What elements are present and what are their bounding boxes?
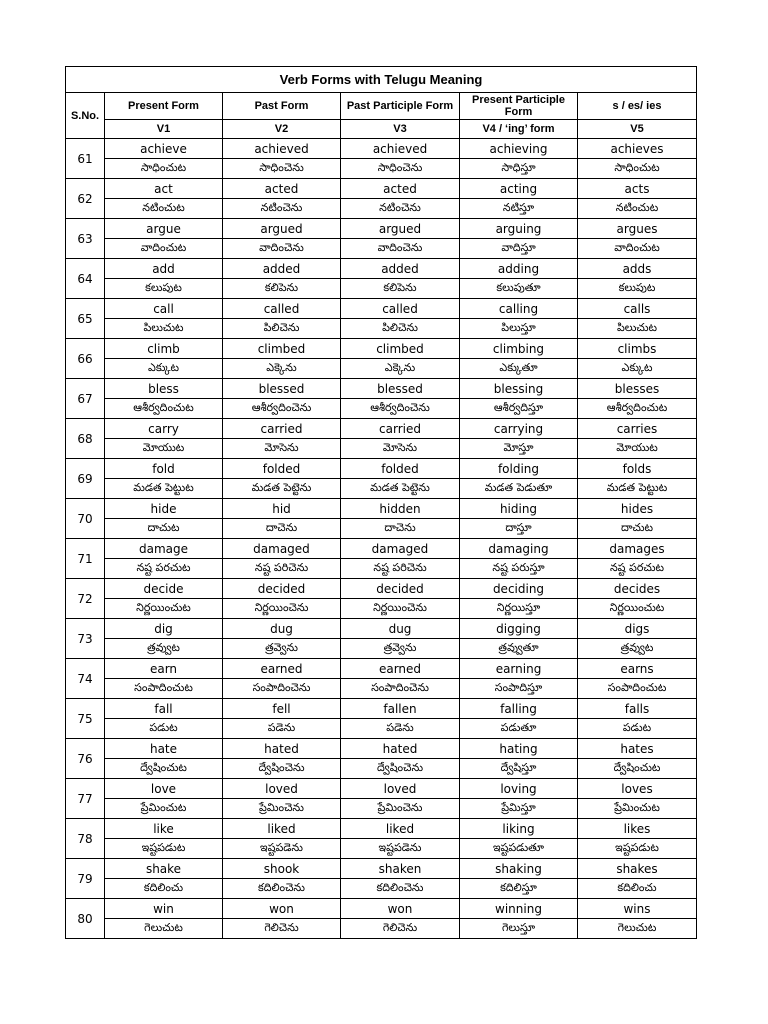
english-verb-cell-v5: hides — [578, 499, 697, 519]
table-row-english — [66, 459, 697, 479]
table-row-english — [66, 419, 697, 439]
telugu-meaning-cell-v2: నిర్ణయించెను — [223, 599, 341, 619]
serial-number-cell: 73 — [66, 619, 105, 659]
telugu-meaning-cell-v3: ఆశీర్వదించెను — [341, 399, 460, 419]
serial-number-cell: 76 — [66, 739, 105, 779]
serial-number-cell: 63 — [66, 219, 105, 259]
english-verb-cell-v3: hidden — [341, 499, 460, 519]
telugu-meaning-cell-v1: ద్వేషించుట — [105, 759, 223, 779]
telugu-meaning-cell-v4: ప్రేమిస్తూ — [460, 799, 578, 819]
english-verb-cell-v5: falls — [578, 699, 697, 719]
english-verb-cell-v2: argued — [223, 219, 341, 239]
telugu-meaning-cell-v3: త్రవ్వెను — [341, 639, 460, 659]
english-verb-cell-v3: loved — [341, 779, 460, 799]
english-verb-cell-v2: shook — [223, 859, 341, 879]
english-verb-cell-v5: adds — [578, 259, 697, 279]
table-title: Verb Forms with Telugu Meaning — [66, 67, 697, 93]
table-row-english — [66, 659, 697, 679]
header-past-form: Past Form — [223, 93, 341, 120]
telugu-meaning-cell-v5: సంపాదించుట — [578, 679, 697, 699]
table-row-telugu — [66, 359, 697, 379]
english-verb-cell-v2: climbed — [223, 339, 341, 359]
table-row-telugu — [66, 439, 697, 459]
telugu-meaning-cell-v3: ఎక్కెను — [341, 359, 460, 379]
english-verb-cell-v3: acted — [341, 179, 460, 199]
telugu-meaning-cell-v4: వాదిస్తూ — [460, 239, 578, 259]
table-row-telugu — [66, 639, 697, 659]
verb-forms-table — [65, 66, 697, 939]
serial-number-cell: 64 — [66, 259, 105, 299]
english-verb-cell-v1: like — [105, 819, 223, 839]
english-verb-cell-v1: act — [105, 179, 223, 199]
table-row-english — [66, 259, 697, 279]
english-verb-cell-v5: argues — [578, 219, 697, 239]
telugu-meaning-cell-v1: ఇష్టపడుట — [105, 839, 223, 859]
english-verb-cell-v2: won — [223, 899, 341, 919]
telugu-meaning-cell-v2: త్రవ్వెను — [223, 639, 341, 659]
english-verb-cell-v3: achieved — [341, 139, 460, 159]
table-body — [66, 139, 697, 939]
serial-number-cell: 77 — [66, 779, 105, 819]
telugu-meaning-cell-v2: పిలిచెను — [223, 319, 341, 339]
table-row-telugu — [66, 159, 697, 179]
english-verb-cell-v4: loving — [460, 779, 578, 799]
english-verb-cell-v2: dug — [223, 619, 341, 639]
english-verb-cell-v2: earned — [223, 659, 341, 679]
table-row-telugu — [66, 559, 697, 579]
telugu-meaning-cell-v4: మడత పెడుతూ — [460, 479, 578, 499]
table-row-english — [66, 579, 697, 599]
telugu-meaning-cell-v2: ఎక్కెను — [223, 359, 341, 379]
english-verb-cell-v1: love — [105, 779, 223, 799]
telugu-meaning-cell-v1: సంపాదించుట — [105, 679, 223, 699]
telugu-meaning-cell-v4: ద్వేషిస్తూ — [460, 759, 578, 779]
english-verb-cell-v4: shaking — [460, 859, 578, 879]
table-row-telugu — [66, 919, 697, 939]
english-verb-cell-v4: acting — [460, 179, 578, 199]
telugu-meaning-cell-v2: కదిలించెను — [223, 879, 341, 899]
table-row-telugu — [66, 799, 697, 819]
telugu-meaning-cell-v5: దాచుట — [578, 519, 697, 539]
telugu-meaning-cell-v5: నష్ట పరచుట — [578, 559, 697, 579]
english-verb-cell-v4: hiding — [460, 499, 578, 519]
telugu-meaning-cell-v3: నటించెను — [341, 199, 460, 219]
telugu-meaning-cell-v1: వాదించుట — [105, 239, 223, 259]
english-verb-cell-v1: carry — [105, 419, 223, 439]
telugu-meaning-cell-v2: ప్రేమించెను — [223, 799, 341, 819]
english-verb-cell-v2: acted — [223, 179, 341, 199]
telugu-meaning-cell-v1: మోయుట — [105, 439, 223, 459]
table-row-english — [66, 819, 697, 839]
table-row-telugu — [66, 519, 697, 539]
table-row-english — [66, 899, 697, 919]
english-verb-cell-v1: damage — [105, 539, 223, 559]
table-row-telugu — [66, 239, 697, 259]
table-row-english — [66, 219, 697, 239]
header-v1: V1 — [105, 120, 223, 139]
english-verb-cell-v5: wins — [578, 899, 697, 919]
telugu-meaning-cell-v1: గెలుచుట — [105, 919, 223, 939]
telugu-meaning-cell-v3: పడెను — [341, 719, 460, 739]
telugu-meaning-cell-v3: నిర్ణయించెను — [341, 599, 460, 619]
header-present-participle-form: Present Participle Form — [460, 93, 578, 120]
english-verb-cell-v4: achieving — [460, 139, 578, 159]
telugu-meaning-cell-v4: త్రవ్వుతూ — [460, 639, 578, 659]
telugu-meaning-cell-v5: వాదించుట — [578, 239, 697, 259]
telugu-meaning-cell-v3: పిలిచెను — [341, 319, 460, 339]
telugu-meaning-cell-v4: దాస్తూ — [460, 519, 578, 539]
serial-number-cell: 66 — [66, 339, 105, 379]
telugu-meaning-cell-v5: ప్రేమించుట — [578, 799, 697, 819]
table-row-telugu — [66, 839, 697, 859]
telugu-meaning-cell-v1: దాచుట — [105, 519, 223, 539]
telugu-meaning-cell-v3: గెలిచెను — [341, 919, 460, 939]
telugu-meaning-cell-v5: మడత పెట్టుట — [578, 479, 697, 499]
english-verb-cell-v3: hated — [341, 739, 460, 759]
english-verb-cell-v5: achieves — [578, 139, 697, 159]
telugu-meaning-cell-v1: ఎక్కుట — [105, 359, 223, 379]
english-verb-cell-v3: folded — [341, 459, 460, 479]
telugu-meaning-cell-v2: ఆశీర్వదించెను — [223, 399, 341, 419]
telugu-meaning-cell-v4: ఆశీర్వదిస్తూ — [460, 399, 578, 419]
serial-number-cell: 80 — [66, 899, 105, 939]
telugu-meaning-cell-v1: నిర్ణయించుట — [105, 599, 223, 619]
telugu-meaning-cell-v2: పడెను — [223, 719, 341, 739]
serial-number-cell: 71 — [66, 539, 105, 579]
table-row-telugu — [66, 399, 697, 419]
english-verb-cell-v3: damaged — [341, 539, 460, 559]
english-verb-cell-v3: liked — [341, 819, 460, 839]
telugu-meaning-cell-v5: పిలుచుట — [578, 319, 697, 339]
english-verb-cell-v2: liked — [223, 819, 341, 839]
serial-number-cell: 67 — [66, 379, 105, 419]
english-verb-cell-v4: winning — [460, 899, 578, 919]
header-v3: V3 — [341, 120, 460, 139]
serial-number-cell: 61 — [66, 139, 105, 179]
telugu-meaning-cell-v2: సాధించెను — [223, 159, 341, 179]
english-verb-cell-v1: fall — [105, 699, 223, 719]
telugu-meaning-cell-v5: మోయుట — [578, 439, 697, 459]
serial-number-cell: 72 — [66, 579, 105, 619]
telugu-meaning-cell-v5: ద్వేషించుట — [578, 759, 697, 779]
table-row-english — [66, 499, 697, 519]
telugu-meaning-cell-v4: ఎక్కుతూ — [460, 359, 578, 379]
telugu-meaning-cell-v4: ఇష్టపడుతూ — [460, 839, 578, 859]
english-verb-cell-v4: falling — [460, 699, 578, 719]
english-verb-cell-v4: earning — [460, 659, 578, 679]
header-v2: V2 — [223, 120, 341, 139]
telugu-meaning-cell-v3: వాదించెను — [341, 239, 460, 259]
english-verb-cell-v5: acts — [578, 179, 697, 199]
telugu-meaning-cell-v5: గెలుచుట — [578, 919, 697, 939]
telugu-meaning-cell-v1: మడత పెట్టుట — [105, 479, 223, 499]
english-verb-cell-v2: added — [223, 259, 341, 279]
english-verb-cell-v1: call — [105, 299, 223, 319]
english-verb-cell-v2: called — [223, 299, 341, 319]
english-verb-cell-v5: damages — [578, 539, 697, 559]
english-verb-cell-v5: calls — [578, 299, 697, 319]
telugu-meaning-cell-v5: ఎక్కుట — [578, 359, 697, 379]
serial-number-cell: 65 — [66, 299, 105, 339]
telugu-meaning-cell-v3: ద్వేషించెను — [341, 759, 460, 779]
serial-number-cell: 79 — [66, 859, 105, 899]
telugu-meaning-cell-v1: కదిలించు — [105, 879, 223, 899]
telugu-meaning-cell-v1: త్రవ్వుట — [105, 639, 223, 659]
english-verb-cell-v1: fold — [105, 459, 223, 479]
telugu-meaning-cell-v5: త్రవ్వుట — [578, 639, 697, 659]
telugu-meaning-cell-v4: కలుపుతూ — [460, 279, 578, 299]
telugu-meaning-cell-v2: మోసెను — [223, 439, 341, 459]
telugu-meaning-cell-v1: కలుపుట — [105, 279, 223, 299]
telugu-meaning-cell-v3: ఇష్టపడెను — [341, 839, 460, 859]
serial-number-cell: 74 — [66, 659, 105, 699]
english-verb-cell-v1: achieve — [105, 139, 223, 159]
english-verb-cell-v5: loves — [578, 779, 697, 799]
telugu-meaning-cell-v4: పిలుస్తూ — [460, 319, 578, 339]
telugu-meaning-cell-v3: కలిపెను — [341, 279, 460, 299]
serial-number-cell: 68 — [66, 419, 105, 459]
english-verb-cell-v3: earned — [341, 659, 460, 679]
telugu-meaning-cell-v3: ప్రేమించెను — [341, 799, 460, 819]
serial-number-cell: 69 — [66, 459, 105, 499]
english-verb-cell-v3: fallen — [341, 699, 460, 719]
english-verb-cell-v2: loved — [223, 779, 341, 799]
telugu-meaning-cell-v1: నటించుట — [105, 199, 223, 219]
table-row-telugu — [66, 319, 697, 339]
serial-number-cell: 70 — [66, 499, 105, 539]
telugu-meaning-cell-v1: పడుట — [105, 719, 223, 739]
english-verb-cell-v4: hating — [460, 739, 578, 759]
english-verb-cell-v3: blessed — [341, 379, 460, 399]
telugu-meaning-cell-v1: ఆశీర్వదించుట — [105, 399, 223, 419]
header-v5: V5 — [578, 120, 697, 139]
english-verb-cell-v3: shaken — [341, 859, 460, 879]
header-v4: V4 / ‘ing’ form — [460, 120, 578, 139]
telugu-meaning-cell-v3: సంపాదించెను — [341, 679, 460, 699]
english-verb-cell-v4: carrying — [460, 419, 578, 439]
serial-number-cell: 62 — [66, 179, 105, 219]
telugu-meaning-cell-v4: నటిస్తూ — [460, 199, 578, 219]
english-verb-cell-v4: climbing — [460, 339, 578, 359]
telugu-meaning-cell-v3: సాధించెను — [341, 159, 460, 179]
table-row-telugu — [66, 279, 697, 299]
table-row-telugu — [66, 679, 697, 699]
english-verb-cell-v2: folded — [223, 459, 341, 479]
header-present-form: Present Form — [105, 93, 223, 120]
english-verb-cell-v4: damaging — [460, 539, 578, 559]
telugu-meaning-cell-v4: సాధిస్తూ — [460, 159, 578, 179]
telugu-meaning-cell-v5: నటించుట — [578, 199, 697, 219]
english-verb-cell-v3: dug — [341, 619, 460, 639]
english-verb-cell-v2: hid — [223, 499, 341, 519]
english-verb-cell-v2: decided — [223, 579, 341, 599]
english-verb-cell-v4: calling — [460, 299, 578, 319]
english-verb-cell-v5: decides — [578, 579, 697, 599]
telugu-meaning-cell-v5: సాధించుట — [578, 159, 697, 179]
table-row-english — [66, 739, 697, 759]
english-verb-cell-v5: climbs — [578, 339, 697, 359]
english-verb-cell-v4: adding — [460, 259, 578, 279]
telugu-meaning-cell-v3: మోసెను — [341, 439, 460, 459]
telugu-meaning-cell-v5: ఆశీర్వదించుట — [578, 399, 697, 419]
table-row-english — [66, 859, 697, 879]
english-verb-cell-v1: climb — [105, 339, 223, 359]
english-verb-cell-v3: climbed — [341, 339, 460, 359]
telugu-meaning-cell-v2: కలిపెను — [223, 279, 341, 299]
english-verb-cell-v4: digging — [460, 619, 578, 639]
table-row-english — [66, 539, 697, 559]
english-verb-cell-v3: carried — [341, 419, 460, 439]
english-verb-cell-v1: hate — [105, 739, 223, 759]
table-row-english — [66, 179, 697, 199]
table-row-telugu — [66, 719, 697, 739]
english-verb-cell-v1: bless — [105, 379, 223, 399]
telugu-meaning-cell-v5: ఇష్టపడుట — [578, 839, 697, 859]
telugu-meaning-cell-v2: ఇష్టపడెను — [223, 839, 341, 859]
telugu-meaning-cell-v2: సంపాదించెను — [223, 679, 341, 699]
table-row-english — [66, 139, 697, 159]
telugu-meaning-cell-v4: మోస్తూ — [460, 439, 578, 459]
telugu-meaning-cell-v4: సంపాదిస్తూ — [460, 679, 578, 699]
english-verb-cell-v4: arguing — [460, 219, 578, 239]
header-s-es-ies: s / es/ ies — [578, 93, 697, 120]
english-verb-cell-v3: added — [341, 259, 460, 279]
english-verb-cell-v5: shakes — [578, 859, 697, 879]
english-verb-cell-v3: decided — [341, 579, 460, 599]
header-sno: S.No. — [66, 93, 105, 139]
table-row-telugu — [66, 759, 697, 779]
english-verb-cell-v2: carried — [223, 419, 341, 439]
english-verb-cell-v1: argue — [105, 219, 223, 239]
telugu-meaning-cell-v5: నిర్ణయించుట — [578, 599, 697, 619]
english-verb-cell-v4: blessing — [460, 379, 578, 399]
english-verb-cell-v3: won — [341, 899, 460, 919]
serial-number-cell: 78 — [66, 819, 105, 859]
telugu-meaning-cell-v3: మడత పెట్టెను — [341, 479, 460, 499]
english-verb-cell-v5: blesses — [578, 379, 697, 399]
english-verb-cell-v5: likes — [578, 819, 697, 839]
english-verb-cell-v2: achieved — [223, 139, 341, 159]
telugu-meaning-cell-v2: వాదించెను — [223, 239, 341, 259]
table-row-english — [66, 619, 697, 639]
english-verb-cell-v1: win — [105, 899, 223, 919]
english-verb-cell-v3: argued — [341, 219, 460, 239]
english-verb-cell-v4: folding — [460, 459, 578, 479]
english-verb-cell-v1: decide — [105, 579, 223, 599]
serial-number-cell: 75 — [66, 699, 105, 739]
table-row-english — [66, 779, 697, 799]
telugu-meaning-cell-v2: మడత పెట్టెను — [223, 479, 341, 499]
table-row-english — [66, 299, 697, 319]
english-verb-cell-v1: hide — [105, 499, 223, 519]
telugu-meaning-cell-v2: గెలిచెను — [223, 919, 341, 939]
english-verb-cell-v5: earns — [578, 659, 697, 679]
table-row-english — [66, 699, 697, 719]
telugu-meaning-cell-v2: ద్వేషించెను — [223, 759, 341, 779]
english-verb-cell-v5: folds — [578, 459, 697, 479]
english-verb-cell-v4: deciding — [460, 579, 578, 599]
english-verb-cell-v2: blessed — [223, 379, 341, 399]
telugu-meaning-cell-v1: ప్రేమించుట — [105, 799, 223, 819]
table-row-english — [66, 379, 697, 399]
table-row-telugu — [66, 199, 697, 219]
telugu-meaning-cell-v2: దాచెను — [223, 519, 341, 539]
english-verb-cell-v2: hated — [223, 739, 341, 759]
telugu-meaning-cell-v5: కదిలించు — [578, 879, 697, 899]
table-row-telugu — [66, 599, 697, 619]
telugu-meaning-cell-v2: నష్ట పరిచెను — [223, 559, 341, 579]
english-verb-cell-v1: add — [105, 259, 223, 279]
english-verb-cell-v5: digs — [578, 619, 697, 639]
table-row-telugu — [66, 879, 697, 899]
telugu-meaning-cell-v3: కదిలించెను — [341, 879, 460, 899]
telugu-meaning-cell-v3: దాచెను — [341, 519, 460, 539]
telugu-meaning-cell-v2: నటించెను — [223, 199, 341, 219]
telugu-meaning-cell-v4: నిర్ణయిస్తూ — [460, 599, 578, 619]
telugu-meaning-cell-v4: గెలుస్తూ — [460, 919, 578, 939]
english-verb-cell-v4: liking — [460, 819, 578, 839]
english-verb-cell-v5: carries — [578, 419, 697, 439]
telugu-meaning-cell-v1: సాధించుట — [105, 159, 223, 179]
english-verb-cell-v2: damaged — [223, 539, 341, 559]
table-row-english — [66, 339, 697, 359]
telugu-meaning-cell-v4: పడుతూ — [460, 719, 578, 739]
table-row-telugu — [66, 479, 697, 499]
telugu-meaning-cell-v1: నష్ట పరచుట — [105, 559, 223, 579]
telugu-meaning-cell-v4: కదిలిస్తూ — [460, 879, 578, 899]
english-verb-cell-v2: fell — [223, 699, 341, 719]
english-verb-cell-v1: dig — [105, 619, 223, 639]
telugu-meaning-cell-v4: నష్ట పరుస్తూ — [460, 559, 578, 579]
english-verb-cell-v1: shake — [105, 859, 223, 879]
telugu-meaning-cell-v3: నష్ట పరిచెను — [341, 559, 460, 579]
telugu-meaning-cell-v5: కలుపుట — [578, 279, 697, 299]
header-past-participle-form: Past Participle Form — [341, 93, 460, 120]
english-verb-cell-v5: hates — [578, 739, 697, 759]
telugu-meaning-cell-v5: పడుట — [578, 719, 697, 739]
english-verb-cell-v1: earn — [105, 659, 223, 679]
telugu-meaning-cell-v1: పిలుచుట — [105, 319, 223, 339]
english-verb-cell-v3: called — [341, 299, 460, 319]
